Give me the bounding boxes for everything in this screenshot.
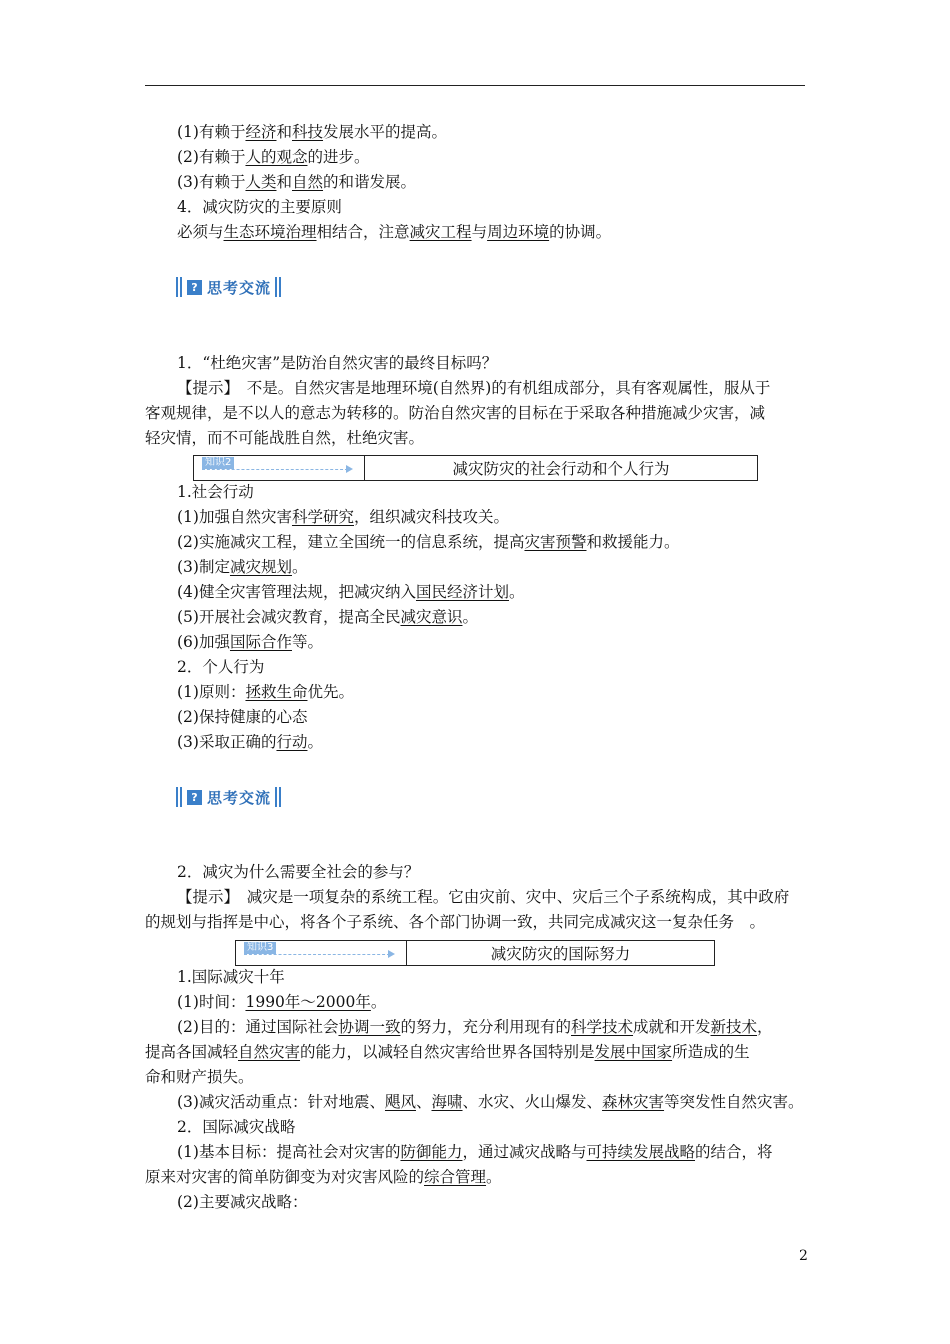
arrow-icon xyxy=(202,469,348,470)
think-exchange-label: 思考交流 xyxy=(207,278,272,297)
knowledge-tag: 知识2 xyxy=(194,456,365,480)
hint-text: 【提示】 不是。自然灾害是地理环境(自然界)的有机组成部分，具有客观属性，服从于 xyxy=(177,379,771,397)
hint-text: 客观规律，是不以人的意志为转移的。防治自然灾害的目标在于采取各种措施减少灾害，减 xyxy=(145,404,766,422)
header-rule xyxy=(145,85,805,86)
text-line: (2)目的：通过国际社会协调一致的努力，充分利用现有的科学技术成就和开发新技术， xyxy=(177,1018,773,1036)
section-heading: 2．个人行为 xyxy=(177,658,265,676)
text-line: (1)时间：1990年～2000年。 xyxy=(177,993,387,1011)
section-heading: 1.社会行动 xyxy=(177,483,254,501)
section-heading: 1.国际减灾十年 xyxy=(177,968,285,986)
knowledge-title: 减灾防灾的社会行动和个人行为 xyxy=(452,460,670,478)
think-exchange-header xyxy=(176,786,283,808)
question-icon: ? xyxy=(187,280,202,295)
question: 2．减灾为什么需要全社会的参与？ xyxy=(177,863,420,881)
text-line: (4)健全灾害管理法规，把减灾纳入国民经济计划。 xyxy=(177,583,525,601)
text-line: (2)保持健康的心态 xyxy=(177,708,308,726)
hint-text: 【提示】 减灾是一项复杂的系统工程。它由灾前、灾中、灾后三个子系统构成，其中政府 xyxy=(177,888,790,906)
think-exchange-header xyxy=(176,276,283,298)
page-number: 2 xyxy=(799,1248,808,1264)
think-exchange-label: 思考交流 xyxy=(207,788,272,807)
text-line: (3)制定减灾规划。 xyxy=(177,558,308,576)
knowledge-title: 减灾防灾的国际努力 xyxy=(490,945,631,963)
text-line: (3)采取正确的行动。 xyxy=(177,733,323,751)
text-line: (3)有赖于人类和自然的和谐发展。 xyxy=(177,173,417,191)
text-line: (6)加强国际合作等。 xyxy=(177,633,323,651)
text-line: (2)主要减灾战略： xyxy=(177,1193,308,1211)
text-line: (2)实施减灾工程，建立全国统一的信息系统，提高灾害预警和救援能力。 xyxy=(177,533,680,551)
section-heading: 2．国际减灾战略 xyxy=(177,1118,296,1136)
text-line: (3)减灾活动重点：针对地震、飓风、海啸、水灾、火山爆发、森林灾害等突发性自然灾害。 xyxy=(177,1093,804,1111)
question-icon: ? xyxy=(187,790,202,805)
text-line: 原来对灾害的简单防御变为对灾害风险的综合管理。 xyxy=(145,1168,502,1186)
text-line: (5)开展社会减灾教育，提高全民减灾意识。 xyxy=(177,608,478,626)
text-line: 必须与生态环境治理相结合，注意减灾工程与周边环境的协调。 xyxy=(177,223,612,241)
knowledge-tag: 知识3 xyxy=(236,941,407,965)
hint-text: 轻灾情，而不可能战胜自然，杜绝灾害。 xyxy=(145,429,425,447)
text-line: (1)原则：拯救生命优先。 xyxy=(177,683,354,701)
text-line: 提高各国减轻自然灾害的能力，以减轻自然灾害给世界各国特别是发展中国家所造成的生 xyxy=(145,1043,750,1061)
text-line: (2)有赖于人的观念的进步。 xyxy=(177,148,370,166)
hint-text: 的规划与指挥是中心，将各个子系统、各个部门协调一致，共同完成减灾这一复杂任务 。 xyxy=(145,913,766,931)
text-line: 命和财产损失。 xyxy=(145,1068,254,1086)
knowledge-box-2 xyxy=(193,455,758,481)
text-line: (1)有赖于经济和科技发展水平的提高。 xyxy=(177,123,448,141)
section-heading: 4．减灾防灾的主要原则 xyxy=(177,198,342,216)
text-line: (1)加强自然灾害科学研究，组织减灾科技攻关。 xyxy=(177,508,509,526)
question: 1．“杜绝灾害”是防治自然灾害的最终目标吗？ xyxy=(177,354,498,372)
knowledge-box-3 xyxy=(235,940,715,966)
arrow-icon xyxy=(244,954,390,955)
text-line: (1)基本目标：提高社会对灾害的防御能力，通过减灾战略与可持续发展战略的结合，将 xyxy=(177,1143,773,1161)
